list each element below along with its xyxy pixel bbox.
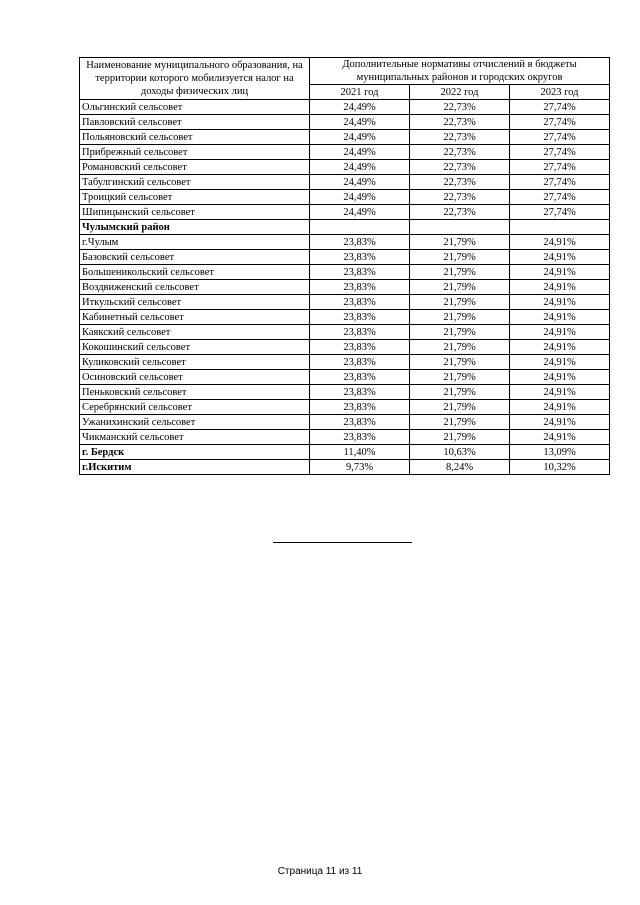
- value-2021: 23,83%: [310, 415, 410, 430]
- table-row: [80, 310, 610, 325]
- value-2023: 24,91%: [510, 430, 610, 445]
- municipality-name: Большеникольский сельсовет: [80, 265, 310, 280]
- table-row: [80, 415, 610, 430]
- value-2023: 24,91%: [510, 295, 610, 310]
- municipality-name: Осиновский сельсовет: [80, 370, 310, 385]
- value-2021: 23,83%: [310, 325, 410, 340]
- value-2021: 23,83%: [310, 235, 410, 250]
- value-2021: 24,49%: [310, 175, 410, 190]
- value-2022: 22,73%: [410, 130, 510, 145]
- table-row: [80, 205, 610, 220]
- table-row: [80, 445, 610, 460]
- value-2023: 24,91%: [510, 325, 610, 340]
- value-2022: 21,79%: [410, 310, 510, 325]
- municipality-name: Воздвиженский сельсовет: [80, 280, 310, 295]
- header-standards: Дополнительные нормативы отчислений в бюджеты муниципальных районов и городских округов: [310, 58, 610, 85]
- table-row: [80, 130, 610, 145]
- value-2021: [310, 220, 410, 235]
- value-2023: 24,91%: [510, 400, 610, 415]
- value-2021: 24,49%: [310, 115, 410, 130]
- value-2021: 9,73%: [310, 460, 410, 475]
- value-2021: 23,83%: [310, 430, 410, 445]
- table-row: [80, 295, 610, 310]
- value-2023: 27,74%: [510, 160, 610, 175]
- value-2022: 10,63%: [410, 445, 510, 460]
- table-row: [80, 235, 610, 250]
- value-2023: 27,74%: [510, 130, 610, 145]
- header-municipality: Наименование муниципального образования, на территории которого мобилизуется налог на доходы физических лиц: [80, 58, 310, 100]
- municipality-name: Ужанихинский сельсовет: [80, 415, 310, 430]
- value-2022: 21,79%: [410, 415, 510, 430]
- value-2023: 24,91%: [510, 385, 610, 400]
- municipality-name: Кокошинский сельсовет: [80, 340, 310, 355]
- value-2022: [410, 220, 510, 235]
- value-2021: 23,83%: [310, 370, 410, 385]
- table-row: [80, 175, 610, 190]
- table-row: [80, 400, 610, 415]
- value-2022: 22,73%: [410, 100, 510, 115]
- value-2022: 21,79%: [410, 265, 510, 280]
- value-2023: 27,74%: [510, 190, 610, 205]
- municipality-name: Иткульский сельсовет: [80, 295, 310, 310]
- municipality-name: Куликовский сельсовет: [80, 355, 310, 370]
- value-2022: 21,79%: [410, 385, 510, 400]
- value-2023: [510, 220, 610, 235]
- value-2023: 24,91%: [510, 355, 610, 370]
- municipality-name: Романовский сельсовет: [80, 160, 310, 175]
- value-2021: 23,83%: [310, 295, 410, 310]
- value-2021: 24,49%: [310, 145, 410, 160]
- municipality-name: Пеньковский сельсовет: [80, 385, 310, 400]
- value-2021: 11,40%: [310, 445, 410, 460]
- table-row: [80, 115, 610, 130]
- table-row: [80, 325, 610, 340]
- value-2022: 22,73%: [410, 160, 510, 175]
- value-2022: 21,79%: [410, 235, 510, 250]
- table-row: [80, 220, 610, 235]
- value-2023: 24,91%: [510, 235, 610, 250]
- municipality-name: г.Искитим: [80, 460, 310, 475]
- value-2021: 24,49%: [310, 190, 410, 205]
- table-row: [80, 190, 610, 205]
- value-2022: 22,73%: [410, 115, 510, 130]
- value-2023: 27,74%: [510, 205, 610, 220]
- table-row: [80, 100, 610, 115]
- value-2023: 27,74%: [510, 175, 610, 190]
- municipality-name: Чикманский сельсовет: [80, 430, 310, 445]
- value-2022: 21,79%: [410, 430, 510, 445]
- municipality-name: Чулымский район: [80, 220, 310, 235]
- value-2021: 24,49%: [310, 100, 410, 115]
- value-2023: 24,91%: [510, 415, 610, 430]
- table-row: [80, 145, 610, 160]
- value-2022: 8,24%: [410, 460, 510, 475]
- table-row: [80, 460, 610, 475]
- value-2023: 24,91%: [510, 250, 610, 265]
- separator-line: [273, 542, 412, 543]
- value-2021: 23,83%: [310, 250, 410, 265]
- table-row: [80, 280, 610, 295]
- value-2022: 21,79%: [410, 400, 510, 415]
- value-2022: 22,73%: [410, 145, 510, 160]
- header-year-2023: 2023 год: [510, 85, 610, 100]
- value-2021: 23,83%: [310, 385, 410, 400]
- value-2022: 21,79%: [410, 325, 510, 340]
- table-row: [80, 160, 610, 175]
- table-row: [80, 250, 610, 265]
- municipality-name: Польяновский сельсовет: [80, 130, 310, 145]
- value-2023: 24,91%: [510, 280, 610, 295]
- table-row: [80, 385, 610, 400]
- value-2023: 27,74%: [510, 115, 610, 130]
- value-2022: 21,79%: [410, 355, 510, 370]
- value-2022: 21,79%: [410, 250, 510, 265]
- value-2023: 27,74%: [510, 100, 610, 115]
- table-row: [80, 370, 610, 385]
- municipality-name: Павловский сельсовет: [80, 115, 310, 130]
- municipality-name: г. Бердск: [80, 445, 310, 460]
- value-2023: 13,09%: [510, 445, 610, 460]
- table-row: [80, 265, 610, 280]
- value-2022: 21,79%: [410, 370, 510, 385]
- value-2021: 24,49%: [310, 130, 410, 145]
- value-2022: 22,73%: [410, 205, 510, 220]
- municipality-name: Прибрежный сельсовет: [80, 145, 310, 160]
- value-2022: 21,79%: [410, 295, 510, 310]
- allocation-table: [79, 57, 610, 475]
- value-2021: 24,49%: [310, 205, 410, 220]
- municipality-name: Серебрянский сельсовет: [80, 400, 310, 415]
- value-2022: 22,73%: [410, 175, 510, 190]
- table-row: [80, 355, 610, 370]
- table-row: [80, 430, 610, 445]
- value-2021: 23,83%: [310, 400, 410, 415]
- value-2021: 23,83%: [310, 355, 410, 370]
- page-footer: Страница 11 из 11: [277, 866, 363, 877]
- municipality-name: Базовский сельсовет: [80, 250, 310, 265]
- value-2022: 21,79%: [410, 340, 510, 355]
- municipality-name: Кабинетный сельсовет: [80, 310, 310, 325]
- value-2021: 23,83%: [310, 280, 410, 295]
- table-header-row: [80, 58, 610, 85]
- municipality-name: Каякский сельсовет: [80, 325, 310, 340]
- value-2022: 22,73%: [410, 190, 510, 205]
- municipality-name: Табулгинский сельсовет: [80, 175, 310, 190]
- value-2023: 24,91%: [510, 310, 610, 325]
- value-2023: 24,91%: [510, 265, 610, 280]
- table-row: [80, 340, 610, 355]
- value-2023: 24,91%: [510, 340, 610, 355]
- header-year-2021: 2021 год: [310, 85, 410, 100]
- header-year-2022: 2022 год: [410, 85, 510, 100]
- municipality-name: Ольгинский сельсовет: [80, 100, 310, 115]
- value-2023: 27,74%: [510, 145, 610, 160]
- value-2023: 24,91%: [510, 370, 610, 385]
- value-2021: 23,83%: [310, 340, 410, 355]
- value-2021: 23,83%: [310, 265, 410, 280]
- value-2021: 23,83%: [310, 310, 410, 325]
- municipality-name: Троицкий сельсовет: [80, 190, 310, 205]
- value-2023: 10,32%: [510, 460, 610, 475]
- table-body: [80, 100, 610, 475]
- value-2021: 24,49%: [310, 160, 410, 175]
- municipality-name: г.Чулым: [80, 235, 310, 250]
- value-2022: 21,79%: [410, 280, 510, 295]
- municipality-name: Шипицынский сельсовет: [80, 205, 310, 220]
